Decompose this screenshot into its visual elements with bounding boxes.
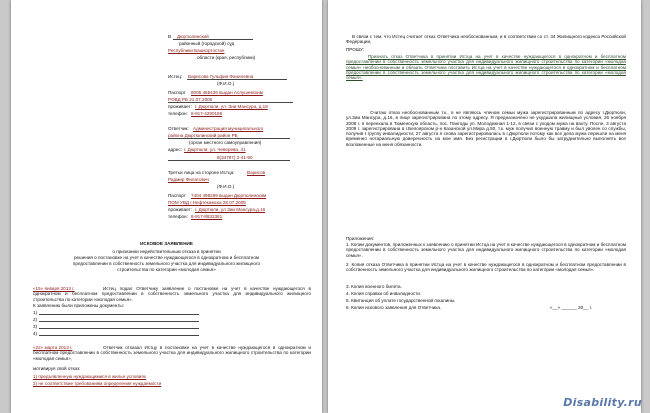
defendant-hint: (орган местного самоуправления): [189, 140, 262, 145]
document-page-1: [11, 0, 322, 413]
plaintiff-name: Варисова Гульфия Фанилевна: [188, 74, 254, 79]
list-item-1: 1): [33, 310, 38, 315]
court-region: Республики Башкортостан: [168, 48, 225, 53]
passport-label: Паспорт: [168, 90, 186, 95]
tp-passport-value-2: ПОМ УВД г.Нефтекамска 28.07.2005: [168, 200, 246, 205]
phone-value: 8-917-4290186: [191, 111, 223, 116]
phone-label: телефон:: [168, 111, 188, 116]
signature-date: «__» ______ 20__ г.: [550, 305, 592, 310]
tp-residence-label: проживает:: [168, 207, 192, 212]
tp-phone-label: телефон:: [168, 214, 188, 219]
para1-date: «15» января 2013 г.: [33, 286, 75, 291]
doc-subtitle-3: предоставлении в собственность земельного участка для индивидуального жилищного: [72, 261, 261, 266]
tp-passport-value: 7404 498269 выдан Дюртюлинским: [191, 193, 267, 198]
appendix-item-1: 1. Копии документов, приложенных к заявлению о принятии Истца на учет в качестве нуждающегося в однократном и бесплатном предоставлении в собственность земельного участка для индивидуального жилищного строительства по категории «молодая семья».: [346, 242, 626, 258]
plaintiff-label: Истец:: [168, 74, 183, 79]
court-to: В: [168, 34, 172, 39]
passport-value: 8005 465426 выдан Аслушевским: [191, 90, 263, 95]
doc-subtitle-1: о признании недействительным отказа в принятии: [112, 249, 221, 254]
address-label: адрес:: [168, 147, 182, 152]
para1-tail: К заявлению были приложены документы:: [33, 303, 125, 308]
request-text: Признать отказ Ответчика в принятии Истца на учет в качестве нуждающегося в однократном и бесплатном предоставлении в собственность земельного участка для индивидуального жилищного строительства по категории «молодая семья» необоснованным и обязать Ответчика поставить Истца на учет в качестве нуждающегося в однократном и бесплатном предоставлении в собственность земельного участка для индивидуального жилищного строительства по категории «молодая семья».: [346, 54, 626, 81]
appendix-item-3: 3. Копия военного билета.: [346, 284, 402, 289]
para2-tail: мотивируя свой отказ:: [33, 366, 81, 371]
para1-text: Истец подал Ответчику заявление о постановке на учет в качестве нуждающегося в однократном и бесплатном предоставлении в собственность земельного участка для индивидуального жилищного строительства по категории «молодая семья».: [33, 286, 311, 302]
defendant-value-2: района Дюртюлинский район РБ: [168, 133, 238, 138]
address-value: г. Дюртюли, ул. Чеверева, 41: [184, 147, 246, 152]
court-hint: области (края, республики): [197, 55, 256, 60]
para2-text: Ответчик отказал Истцу в постановке на учет в качестве нуждающегося в однократном и бесплатном предоставлении в собственность земельного участка для индивидуального жилищного строительства по категории «молодая семья»,: [33, 345, 311, 361]
motive-1: 1) предъявленную нуждающимися в жилье условиях: [33, 374, 147, 379]
appendix-title: Приложения:: [346, 236, 375, 241]
appendix-item-6: 6. Копия искового заявления для Ответчика.: [346, 305, 442, 310]
third-party-fio-hint: (Ф.И.О.): [217, 184, 235, 189]
third-party-value: Варисов: [247, 170, 266, 175]
residence-label: проживает:: [168, 104, 192, 109]
third-party-label: Третьи лица на стороне Истца:: [168, 170, 235, 175]
passport-value-2: РОВД РБ 21.07.2006: [168, 97, 213, 102]
list-item-2: 2): [33, 317, 38, 322]
request-heading: ПРОШУ:: [346, 47, 365, 52]
appendix-item-5: 5. Квитанция об уплате государственной пошлины.: [346, 298, 456, 303]
doc-subtitle-2: решения о постановке на учет в качестве нуждающегося в однократном и бесплатном: [73, 255, 260, 260]
defendant-value: Администрация муниципального: [193, 126, 264, 131]
appendix-item-4: 4. Копия справки об инвалидности.: [346, 291, 422, 296]
motive-2: 2) не соответствие требованиям определения нуждаемости: [33, 381, 162, 386]
doc-subtitle-4: строительства по категории «молодая семья»: [117, 267, 216, 272]
plaintiff-fio-hint: (Ф.И.О.): [217, 81, 235, 86]
tp-residence-value: г. Дюртюли, ул Зии Мансура,д.16: [195, 207, 266, 212]
court-type: районный (городской) суд: [179, 41, 235, 46]
list-item-3: 3): [33, 324, 38, 329]
court-name: Дюртюлинский: [177, 34, 209, 39]
site-watermark: Disability.ru: [563, 396, 642, 409]
defendant-phone: 8(34787) 2-41-90: [217, 155, 253, 160]
residence-value: г. Дюртюли, ул. Зии Мансура, д.18: [195, 104, 268, 109]
appendix-item-2: 2. Копия отказа Ответчика в принятии Истца на учет в качестве нуждающегося в однократном и бесплатном предоставлении в собственность земельного участка для индивидуального жилищного строительства по категории «молодая семья».: [346, 262, 626, 273]
tp-passport-label: Паспорт: [168, 193, 186, 198]
defendant-label: Ответчик:: [168, 126, 189, 131]
third-party-value-2: Радмир Филатович: [168, 177, 209, 182]
intro-paragraph: В связи с тем, что Истец считает отказ Ответчика необоснованным, и в соответствии со ст. 34 Жилищного кодекса Российской Федерации,: [346, 34, 626, 45]
para2-date: «22» марта 2013 г.: [33, 345, 73, 350]
tp-phone-value: 8-917-8832361: [191, 214, 223, 219]
document-page-2: [328, 0, 641, 413]
body-paragraph: Считаю отказ необоснованным т.к., я не являюсь членом семьи мужа зарегистрированным по адресу г.Дюртюли, ул.Зии Мансура, д.16, в лице зарегистрирована по этому адресу. Я предназначено не ухудшала жилищные условия. 26 ноября 2008 г. я переехала в Тюменскую область, пос. Пангоды ул. Молодежная 1-12, в связи с уходом мужа на вахту. После, 3 августа 2009 г. зарегистрирована в г.Белоярском р-н Казанской ул.Мира д.50, т.к. муж получил военную травму и был уволен со службы, получив I группу инвалидности; 27 августа я снова зарегистрировалась в г.Дюртюли потому как все дела мужа перешли на меня временно нотариальную доверенность на мое имя. Без регистрации в г.Дюртюли было бы затруднительно выполнять все возложенные на меня обязанности.: [346, 110, 626, 147]
list-item-4: 4): [33, 331, 38, 336]
doc-title: ИСКОВОЕ ЗАЯВЛЕНИЕ: [140, 241, 193, 246]
